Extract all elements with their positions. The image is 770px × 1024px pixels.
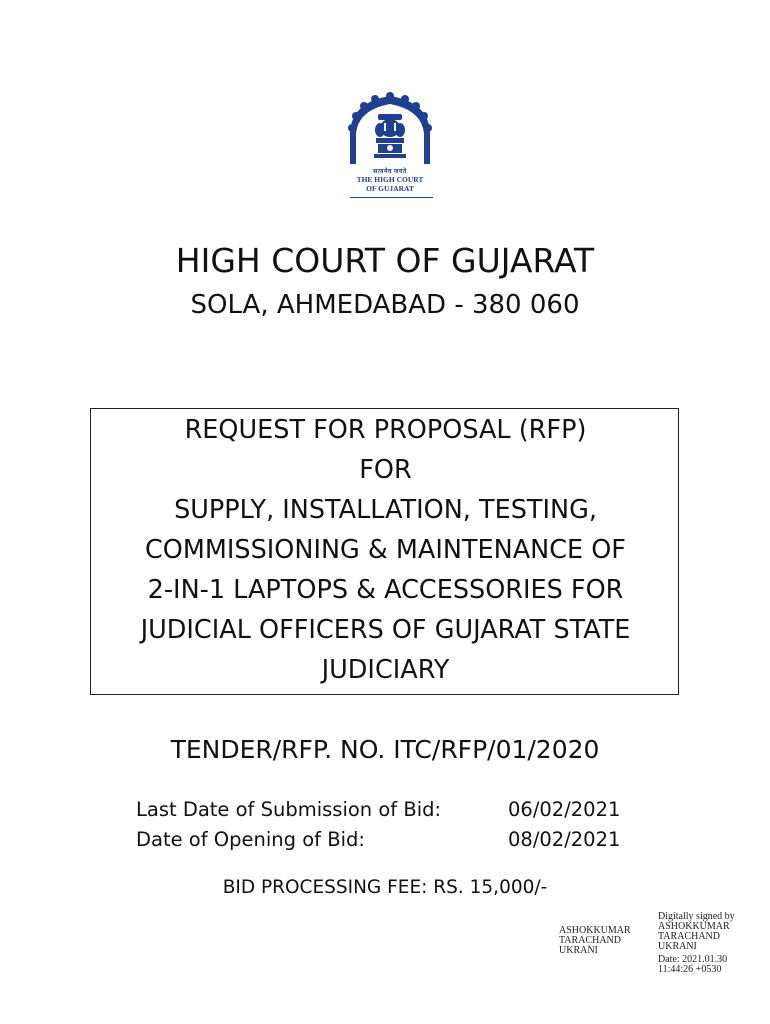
signature-detail-line: TARACHAND <box>658 931 720 942</box>
bid-processing-fee: BID PROCESSING FEE: RS. 15,000/- <box>222 877 548 898</box>
opening-date-label: Date of Opening of Bid: <box>136 828 365 851</box>
page-title: HIGH COURT OF GUJARAT <box>175 241 595 280</box>
rfp-line: COMMISSIONING & MAINTENANCE OF <box>145 535 626 565</box>
submission-date-value: 06/02/2021 <box>508 798 621 821</box>
signature-detail-line: ASHOKKUMAR <box>658 921 730 932</box>
submission-date-label: Last Date of Submission of Bid: <box>136 798 442 821</box>
emblem-underline <box>350 197 433 198</box>
rfp-line: 2-IN-1 LAPTOPS & ACCESSORIES FOR <box>147 575 624 605</box>
signature-detail-line: Date: 2021.01.30 <box>658 954 728 965</box>
rfp-line: REQUEST FOR PROPOSAL (RFP) <box>184 415 587 445</box>
emblem-caption-line1: THE HIGH COURT <box>356 175 424 184</box>
signature-details <box>658 912 735 975</box>
emblem-caption-line2: OF GUJARAT <box>366 184 414 193</box>
rfp-line: SUPPLY, INSTALLATION, TESTING, <box>174 495 597 525</box>
court-address: SOLA, AHMEDABAD - 380 060 <box>190 290 580 320</box>
rfp-line: JUDICIARY <box>321 655 450 685</box>
tender-number: TENDER/RFP. NO. ITC/RFP/01/2020 <box>170 735 600 764</box>
rfp-title-box <box>90 408 679 695</box>
opening-date-value: 08/02/2021 <box>508 828 621 851</box>
signature-name-line: UKRANI <box>559 945 598 956</box>
rfp-line: FOR <box>359 455 412 485</box>
signature-name <box>559 926 631 956</box>
rfp-line: JUDICIAL OFFICERS OF GUJARAT STATE <box>140 615 631 645</box>
emblem-motto: सत्यमेव जयते <box>373 169 407 175</box>
signature-detail-line: Digitally signed by <box>658 911 735 922</box>
signature-detail-line: UKRANI <box>658 941 697 952</box>
signature-detail-line: 11:44:26 +0530 <box>658 964 722 975</box>
signature-name-line: ASHOKKUMAR <box>559 925 631 936</box>
signature-name-line: TARACHAND <box>559 935 621 946</box>
